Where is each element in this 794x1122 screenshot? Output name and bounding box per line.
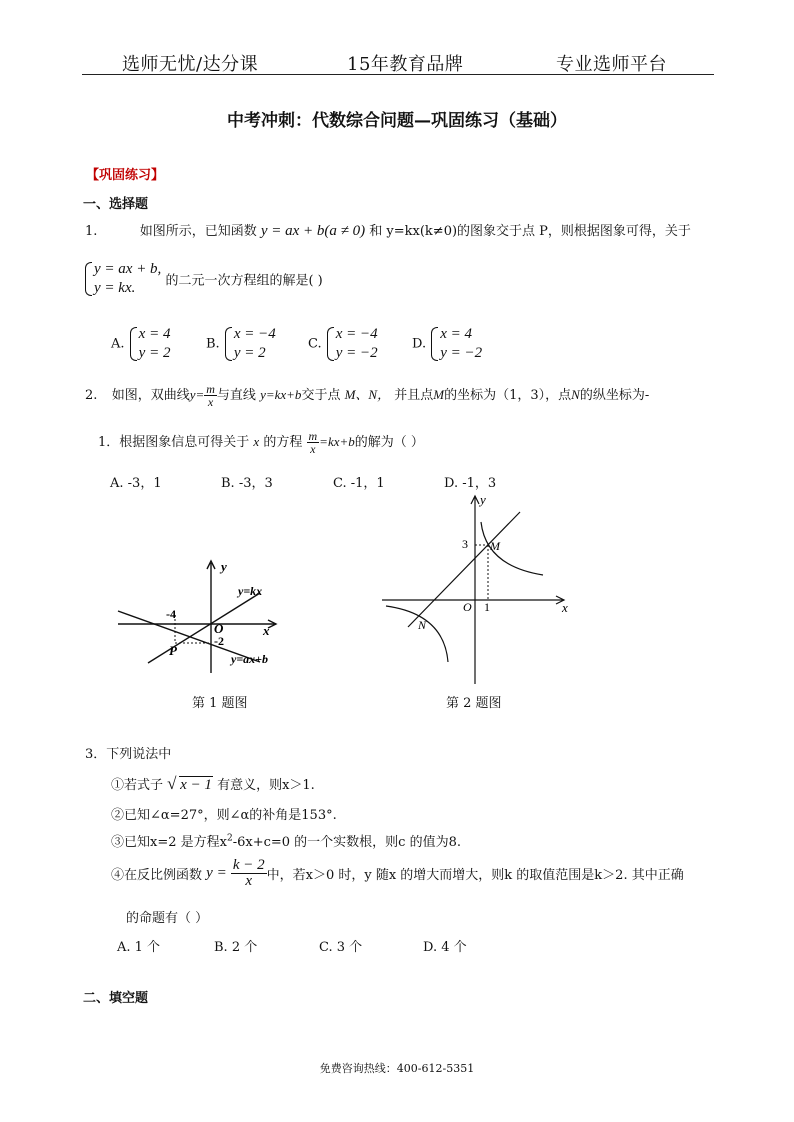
fig2-tick-y: 3	[462, 537, 468, 551]
header-left: 选师无忧/达分课	[122, 54, 259, 75]
fig1-line-axb-label: y=ax+b	[231, 652, 269, 666]
question-1-system-line	[84, 260, 323, 298]
fig1-point-p: P	[169, 643, 177, 658]
question-2-option-b: B. -3，3	[221, 476, 273, 491]
question-1-option-a: A. x = 4 y = 2	[111, 326, 171, 361]
question-1-text-c: 的二元一次方程组的解是( )	[165, 273, 323, 289]
question-1-option-c: C. x = −4 y = −2	[308, 326, 378, 361]
question-1-number: 1.	[85, 224, 98, 239]
fig1-tick-y: -2	[214, 634, 224, 648]
question-3-stmt-4: ④在反比例函数 y = $\frac{k - 2}{x}$ 中，若x＞0 时，y 随x 的增大而增大，则k 的取值范围是k＞2. 其中正确	[111, 857, 684, 889]
fig2-point-n: N	[418, 618, 427, 632]
question-2-option-c: C. -1，1	[333, 476, 385, 491]
section-fill-heading: 二、填空题	[83, 991, 149, 1006]
radicand: x − 1	[180, 777, 212, 793]
figure-1-caption: 第 1 题图	[192, 696, 248, 711]
question-3-stmt-2: ②已知∠α=27°，则∠α的补角是153°.	[111, 808, 337, 823]
question-1-system	[84, 260, 161, 298]
question-1-option-b: B. x = −4 y = 2	[206, 326, 276, 361]
system-eq-2: y = kx.	[94, 280, 136, 296]
header-center: 15年教育品牌	[347, 54, 464, 75]
question-2: 2. 如图，双曲线y= $\frac{m}{x}$ 与直线 y=kx+b交于点 M、N， 并且点M的坐标为（1，3），点N的纵坐标为-	[85, 382, 650, 409]
question-1-text-b: 和 y=kx(k≠0)的图象交于点 P，则根据图象可得，关于	[369, 224, 691, 239]
header-rule	[82, 74, 714, 75]
fig1-tick-x: -4	[166, 607, 176, 621]
question-3-stmt-3: ③已知x=2 是方程$x^2-6x+c=0$ 的一个实数根，则c 的值为8.	[111, 833, 461, 850]
figure-1	[110, 555, 300, 675]
question-1-option-d: D. x = 4 y = −2	[412, 326, 483, 361]
question-3-option-d: D. 4 个	[423, 940, 467, 955]
figure-2-caption: 第 2 题图	[446, 696, 502, 711]
question-3-option-b: B. 2 个	[214, 940, 258, 955]
figure-2	[378, 492, 578, 687]
section-choice-heading: 一、选择题	[83, 197, 149, 212]
fig2-y-label: y	[480, 492, 486, 507]
question-2-sub: 1．根据图象信息可得关于 x 的方程 $\frac{m}{x}$ =kx+b的解为（ ）	[98, 429, 424, 456]
question-3-stmt-4-cont: 的命题有（ ）	[126, 911, 209, 926]
fig2-origin: O	[463, 600, 472, 614]
question-2-option-d: D. -1，3	[444, 476, 497, 491]
fig1-x-label: x	[263, 623, 270, 638]
question-3-option-c: C. 3 个	[319, 940, 363, 955]
system-eq-1: y = ax + b,	[94, 261, 162, 277]
question-3-head: 3．下列说法中	[85, 747, 172, 762]
fig2-x-label: x	[562, 600, 568, 615]
footer-hotline: 免费咨询热线：400-612-5351	[319, 1062, 475, 1075]
fig2-point-m: M	[490, 539, 500, 553]
question-2-option-a: A. -3，1	[110, 476, 162, 491]
fig1-y-label: y	[221, 559, 227, 574]
fig1-origin: O	[214, 621, 224, 636]
fig2-hyperbola-left	[386, 606, 448, 662]
question-1-formula: y = ax + b(a ≠ 0)	[260, 223, 366, 239]
fig1-line-kx-label: y=kx	[238, 584, 263, 598]
question-1	[85, 220, 691, 240]
question-1-text-a: 如图所示，已知函数	[139, 224, 257, 239]
page-title: 中考冲刺：代数综合问题—巩固练习（基础）	[227, 111, 567, 131]
question-3-option-a: A. 1 个	[117, 940, 161, 955]
section-tag: 【巩固练习】	[86, 168, 165, 183]
question-3-stmt-1: ①若式子 √ x − 1 有意义，则x＞1.	[111, 774, 315, 793]
fig2-tick-x: 1	[484, 600, 490, 614]
header-right: 专业选师平台	[556, 54, 667, 75]
